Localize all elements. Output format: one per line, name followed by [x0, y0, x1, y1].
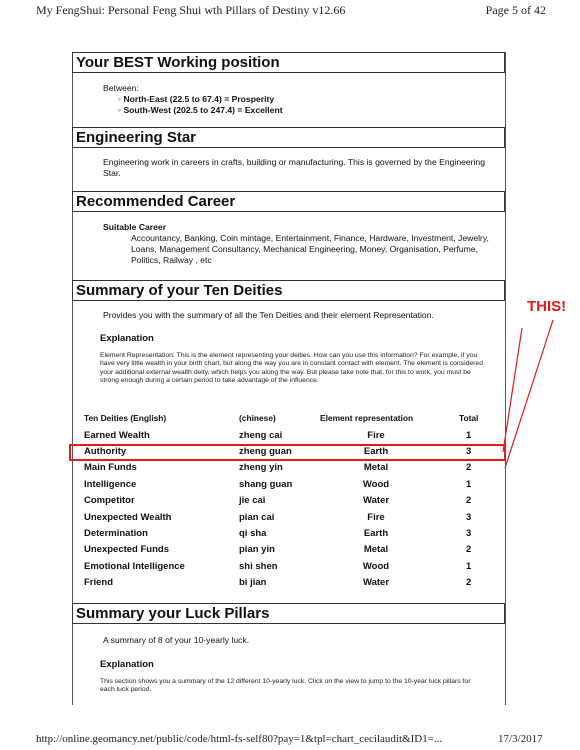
section-title-career: Recommended Career	[72, 191, 505, 212]
cell-english: Earned Wealth	[84, 430, 150, 441]
career-label: Suitable Career	[103, 222, 167, 232]
cell-chinese: shang guan	[239, 479, 293, 490]
working-position-item-text: North-East (22.5 to 67.4) = Prosperity	[123, 94, 275, 104]
cell-english: Main Funds	[84, 462, 137, 473]
cell-total: 1	[466, 561, 472, 572]
luck-pillars-intro: A summary of 8 of your 10-yearly luck.	[103, 635, 250, 645]
cell-element: Metal	[363, 544, 389, 555]
cell-total: 1	[466, 479, 472, 490]
cell-total: 2	[466, 577, 472, 588]
ten-deities-explanation-title: Explanation	[100, 333, 154, 344]
working-position-item-text: South-West (202.5 to 247.4) = Excellent	[123, 105, 283, 115]
cell-element: Water	[362, 495, 390, 506]
cell-total: 3	[466, 512, 472, 523]
column-header-total: Total	[459, 413, 479, 423]
cell-total: 2	[466, 495, 472, 506]
cell-chinese: zheng cai	[239, 430, 283, 441]
section-title-engineering-star: Engineering Star	[72, 127, 505, 148]
cell-english: Emotional Intelligence	[84, 561, 185, 572]
cell-total: 3	[466, 528, 472, 539]
cell-english: Competitor	[84, 495, 135, 506]
working-position-intro: Between:	[103, 83, 139, 93]
cell-chinese: zheng yin	[239, 462, 283, 473]
cell-english: Determination	[84, 528, 148, 539]
cell-total: 2	[466, 544, 472, 555]
cell-element: Fire	[367, 430, 385, 441]
document-header-title: My FengShui: Personal Feng Shui wth Pillars of Destiny v12.66	[36, 3, 346, 17]
cell-chinese: pian cai	[239, 512, 275, 523]
career-list: Accountancy, Banking, Coin mintage, Entertainment, Finance, Hardware, Investment, Jewelry, Loans, Management Consultancy, Mechanical Engineering, Money, Organisation, Perfume, Politics, Railway , etc	[131, 233, 489, 265]
arrow-line	[503, 328, 522, 452]
cell-element: Earth	[363, 446, 389, 457]
engineering-star-text: Engineering work in careers in crafts, building or manufacturing. This is governed by the Engineering Star.	[103, 157, 485, 178]
cell-chinese: shi shen	[239, 561, 278, 572]
section-title-ten-deities: Summary of your Ten Deities	[72, 280, 505, 301]
cell-element: Wood	[362, 561, 390, 572]
cell-chinese: pian yin	[239, 544, 275, 555]
cell-total: 2	[466, 462, 472, 473]
cell-chinese: zheng guan	[239, 446, 292, 457]
cell-english: Authority	[84, 446, 127, 457]
section-title-working-position: Your BEST Working position	[72, 52, 505, 73]
ten-deities-explanation: Element Representation: This is the element representing your deities. How can you use this information? For example, if you have very little wealth in your birth chart, but along the way you are in constant contact with element. The element is considered your additional external wealth deity, which helps you along the way. But please take note that, for this to work, you must be strong enough during a certain period to take advantage of the influence.	[100, 352, 483, 384]
cell-element: Metal	[363, 462, 389, 473]
cell-chinese: jie cai	[239, 495, 266, 506]
cell-english: Unexpected Funds	[84, 544, 169, 555]
cell-element: Wood	[362, 479, 390, 490]
cell-chinese: qi sha	[239, 528, 267, 539]
luck-pillars-explanation-title: Explanation	[100, 659, 154, 670]
cell-chinese: bi jian	[239, 577, 267, 588]
callout-label: THIS!	[527, 298, 567, 315]
cell-english: Friend	[84, 577, 114, 588]
ten-deities-intro: Provides you with the summary of all the Ten Deities and their element Representation.	[103, 310, 434, 320]
column-header-element: Element representation	[320, 413, 414, 423]
working-position-item: ◦ South-West (202.5 to 247.4) = Excellent	[118, 105, 283, 115]
footer-date: 17/3/2017	[498, 733, 543, 745]
cell-total: 3	[466, 446, 472, 457]
luck-pillars-explanation: This section shows you a summary of the 12 different 10-yearly luck. Click on the view to jump to the 10-year luck pillars for each luck period.	[100, 678, 471, 694]
footer-url: http://online.geomancy.net/public/code/html-fs-self80?pay=1&tpl=chart_cecilaudit&ID1=...	[36, 733, 443, 745]
cell-english: Unexpected Wealth	[84, 512, 172, 523]
working-position-item: ◦ North-East (22.5 to 67.4) = Prosperity	[118, 94, 275, 104]
section-title-luck-pillars: Summary your Luck Pillars	[72, 603, 505, 624]
column-header-english: Ten Deities (English)	[84, 413, 167, 423]
cell-element: Water	[362, 577, 390, 588]
page-number: Page 5 of 42	[485, 3, 546, 17]
column-header-chinese: (chinese)	[239, 413, 276, 423]
cell-element: Earth	[363, 528, 389, 539]
cell-element: Fire	[367, 512, 385, 523]
cell-total: 1	[466, 430, 472, 441]
cell-english: Intelligence	[84, 479, 137, 490]
